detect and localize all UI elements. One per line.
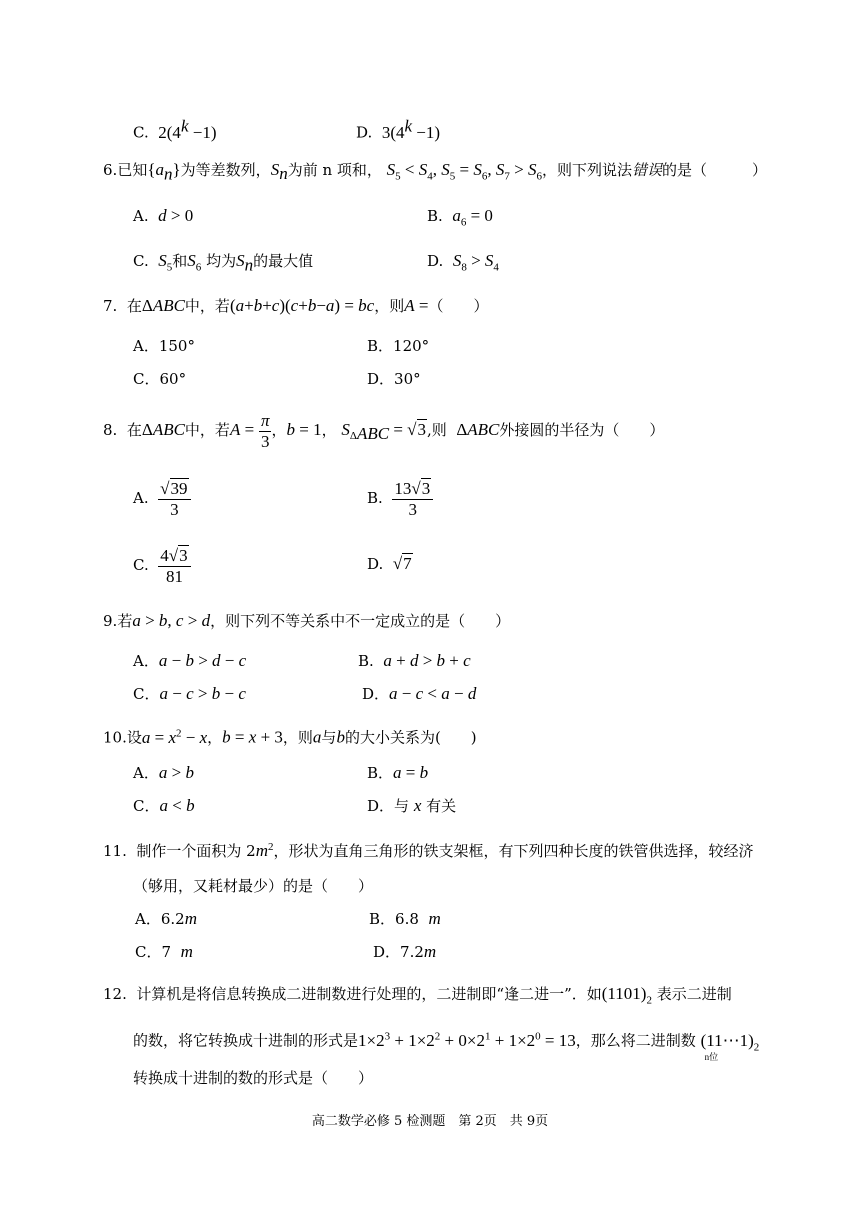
q7-option-a: A．150° bbox=[133, 337, 195, 355]
q5-option-c: C. $2(4^k -1)$ bbox=[133, 116, 217, 142]
q11-option-a: A．6.2m bbox=[135, 909, 197, 928]
q6-stem: 6.已知$\{a_n\}$为等差数列，$S_n$为前 n 项和， $S_5 < S_4$, $S_5 = S_6$, $S_7 > S_6$，则下列说法错误的是（ ） bbox=[103, 160, 767, 184]
q10-option-c: C．a < b bbox=[133, 796, 195, 815]
q8-option-c: C. $\frac{4√3}{81}$ bbox=[133, 545, 191, 587]
q11-option-d: D．7.2m bbox=[373, 942, 437, 961]
q8-option-a: A. $\frac{√39}{3}$ bbox=[133, 478, 191, 520]
q12-stem-line1: 12. 计算机是将信息转换成二进制数进行处理的，二进制即“逢二进一”．如$(1101)_2$ 表示二进制 bbox=[103, 984, 732, 1007]
q10-stem: 10.设$a = x^2 - x$，b = x + 3，则a与b的大小关系为( ) bbox=[103, 727, 477, 747]
q7-option-c: C．60° bbox=[133, 370, 187, 388]
q5-option-d: D. $3(4^k -1)$ bbox=[356, 116, 441, 142]
q11-stem-line2: （够用，又耗材最少）的是（ ） bbox=[133, 877, 374, 895]
q6-option-d: D. $S_8 > S_4$ bbox=[427, 251, 499, 274]
q11-stem-line1: 11. 制作一个面积为 $2m^2$，形状为直角三角形的铁支架框，有下列四种长度的铁管供选择，较经济 bbox=[103, 841, 754, 860]
q9-option-d: D．a − c < a − d bbox=[362, 684, 477, 703]
n-digits-label: n位 bbox=[704, 1051, 719, 1062]
q8-option-d: D. √7 bbox=[367, 554, 412, 573]
q11-option-c: C．7 m bbox=[135, 942, 193, 961]
q6-option-a: A. d > 0 bbox=[133, 206, 194, 225]
q7-stem: 7. 在ΔABC中，若(a+b+c)(c+b−a) = bc，则A =（ ） bbox=[103, 296, 489, 315]
q9-option-c: C．a − c > b − c bbox=[133, 684, 246, 703]
q10-option-b: B．a = b bbox=[367, 763, 429, 782]
q9-stem: 9.若a > b, c > d，则下列不等关系中不一定成立的是（ ） bbox=[103, 611, 511, 630]
q8-stem: 8. 在ΔABC中，若A = $\frac{\pi}{3}$ ，b = 1， $S_{\Delta ABC} = √3$,则 ΔABC外接圆的半径为（ ） bbox=[103, 410, 665, 451]
q6-option-b: B. $a_6 = 0$ bbox=[427, 206, 493, 229]
q9-option-b: B. a + d > b + c bbox=[358, 651, 471, 670]
q7-option-d: D．30° bbox=[367, 370, 421, 388]
q12-stem-line2: 的数，将它转换成十进制的形式是$1\times 2^3 + 1\times 2^2 + 0\times 2^1 + 1\times 2^0 = 13$，那么将二进制数 $(11\cdots 1)_2$ n位 bbox=[133, 1026, 759, 1057]
q9-option-a: A．a − b > d − c bbox=[133, 651, 247, 670]
q8-option-b: B. $\frac{13√3}{3}$ bbox=[367, 478, 433, 520]
q12-stem-line3: 转换成十进制的数的形式是（ ） bbox=[133, 1069, 374, 1087]
q10-option-d: D．与 x 有关 bbox=[367, 796, 457, 815]
q7-option-b: B．120° bbox=[367, 337, 430, 355]
q6-option-c: C. $S_5$和$S_6$ 均为$S_n$的最大值 bbox=[133, 251, 314, 275]
page-footer: 高二数学必修 5 检测题 第 2页 共 9页 bbox=[311, 1114, 549, 1129]
q11-option-b: B．6.8 m bbox=[369, 909, 441, 928]
q10-option-a: A．a > b bbox=[133, 763, 194, 782]
binary-n-ones: $(11\cdots 1)_2$ n位 bbox=[701, 1031, 760, 1057]
